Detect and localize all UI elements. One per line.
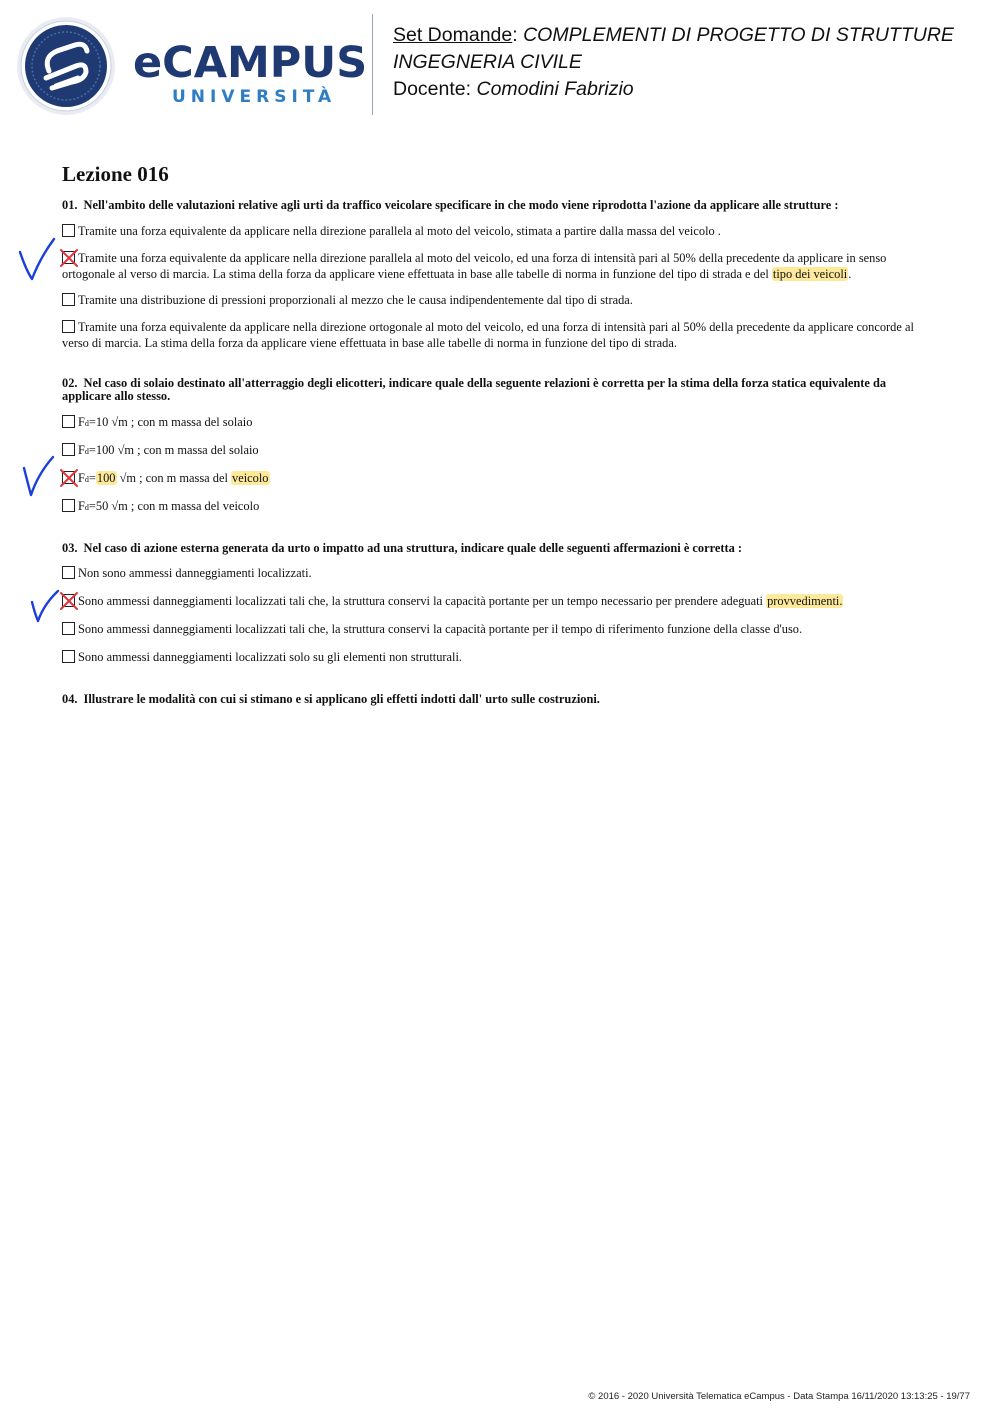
- handwritten-checkmark-icon: [18, 236, 58, 282]
- university-seal-logo: [16, 16, 116, 116]
- red-cross-mark-icon: [58, 590, 80, 612]
- highlighted-text: tipo dei veicoli: [772, 266, 848, 281]
- red-cross-mark-icon: [58, 247, 80, 269]
- course-line: Set Domande: COMPLEMENTI DI PROGETTO DI STRUTTURE: [393, 24, 954, 46]
- question-number: 01.: [62, 198, 78, 212]
- formula-symbol: F: [78, 499, 85, 513]
- degree-title: INGEGNERIA CIVILE: [393, 51, 582, 73]
- header-info: [393, 22, 993, 103]
- option-text: Tramite una forza equivalente da applicare nella direzione parallela al moto del veicolo, ed una forza di intensità pari al 50% della precedente da applicare in senso ortogonale al verso di marcia. La stima della forza da applicare viene effettuata in base alle tabelle di norma in funzione del tipo di strada e del: [62, 251, 887, 281]
- formula-subscript: d: [84, 475, 89, 484]
- highlighted-text: veicolo: [232, 471, 269, 485]
- question-number: 02.: [62, 376, 78, 390]
- option-1a[interactable]: [62, 224, 930, 240]
- option-checkbox[interactable]: [62, 293, 75, 306]
- option-checkbox[interactable]: [62, 499, 75, 512]
- handwritten-checkmark-icon: [30, 588, 60, 624]
- option-text: =: [88, 471, 96, 485]
- option-text: =10 √m ; con m massa del solaio: [88, 415, 253, 429]
- question-text: Illustrare le modalità con cui si stimano e si applicano gli effetti indotti dall' urto sulle costruzioni.: [83, 692, 600, 706]
- question-2-title: [62, 377, 922, 403]
- handwritten-checkmark-icon: [22, 454, 56, 498]
- formula-symbol: F: [78, 415, 85, 429]
- question-number: 04.: [62, 692, 78, 706]
- option-text: Non sono ammessi danneggiamenti localizzati.: [78, 566, 312, 580]
- option-text: Sono ammessi danneggiamenti localizzati solo su gli elementi non strutturali.: [78, 650, 463, 664]
- option-1c[interactable]: [62, 293, 930, 309]
- option-checkbox[interactable]: [62, 443, 75, 456]
- question-4-title: [62, 693, 922, 706]
- formula-subscript: d: [84, 503, 89, 512]
- option-3a[interactable]: [62, 566, 930, 582]
- option-1b[interactable]: [62, 251, 930, 282]
- ecampus-wordmark: eCAMPUS: [133, 38, 368, 88]
- option-checkbox[interactable]: [62, 224, 75, 237]
- question-text: Nell'ambito delle valutazioni relative agli urti da traffico veicolare specificare in che modo viene riprodotta l'azione da applicare alle strutture :: [83, 198, 839, 212]
- option-text: =50 √m ; con m massa del veicolo: [88, 499, 260, 513]
- question-text: Nel caso di azione esterna generata da urto o impatto ad una struttura, indicare quale delle seguenti affermazioni è corretta :: [83, 541, 743, 555]
- option-checkbox[interactable]: [62, 622, 75, 635]
- course-title: COMPLEMENTI DI PROGETTO DI STRUTTURE: [523, 24, 954, 46]
- option-3b[interactable]: [62, 594, 930, 610]
- highlighted-text: 100: [96, 471, 116, 485]
- formula-subscript: d: [84, 419, 89, 428]
- formula-subscript: d: [84, 447, 89, 456]
- option-text: √m ; con m massa del: [116, 471, 232, 485]
- option-checkbox-marked[interactable]: [62, 594, 75, 607]
- option-text: Sono ammessi danneggiamenti localizzati tali che, la struttura conservi la capacità portante per un tempo necessario per prendere adeguati: [78, 594, 767, 608]
- option-text-end: .: [848, 266, 852, 281]
- degree-line: [393, 49, 993, 76]
- question-3-title: [62, 542, 922, 555]
- option-checkbox[interactable]: [62, 320, 75, 333]
- formula-symbol: F: [78, 443, 85, 457]
- option-2b[interactable]: [62, 443, 930, 460]
- teacher-label: Docente: [393, 78, 466, 100]
- option-text: Tramite una forza equivalente da applicare nella direzione ortogonale al moto del veicolo, ed una forza di intensità pari al 50% della precedente da applicare concorde al verso di marcia. La stima della forza da applicare viene effettuata in base alle tabelle di norma in funzione del tipo di strada.: [62, 320, 914, 350]
- lesson-title: Lezione 016: [62, 162, 169, 186]
- set-label: Set Domande: [393, 24, 513, 46]
- option-checkbox-marked[interactable]: [62, 471, 75, 484]
- option-2d[interactable]: [62, 499, 930, 516]
- question-number: 03.: [62, 541, 78, 555]
- page-footer: © 2016 - 2020 Università Telematica eCampus - Data Stampa 16/11/2020 13:13:25 - 19/77: [588, 1391, 970, 1402]
- option-text: Tramite una distribuzione di pressioni proporzionali al mezzo che le causa indipendentemente dal tipo di strada.: [78, 293, 633, 307]
- teacher-line: Docente: Comodini Fabrizio: [393, 78, 634, 100]
- option-3c[interactable]: [62, 622, 930, 638]
- option-2c[interactable]: [62, 471, 930, 488]
- option-checkbox[interactable]: [62, 650, 75, 663]
- teacher-name: Comodini Fabrizio: [476, 78, 634, 100]
- question-1-title: [62, 199, 922, 212]
- option-text: Tramite una forza equivalente da applicare nella direzione parallela al moto del veicolo, stimata a partire dalla massa del veicolo .: [78, 224, 721, 238]
- option-text: =100 √m ; con m massa del solaio: [88, 443, 259, 457]
- option-checkbox[interactable]: [62, 566, 75, 579]
- option-3d[interactable]: [62, 650, 930, 666]
- red-cross-mark-icon: [58, 467, 80, 489]
- option-2a[interactable]: [62, 415, 930, 432]
- option-1d[interactable]: [62, 320, 930, 351]
- option-checkbox-marked[interactable]: [62, 251, 75, 264]
- formula-symbol: F: [78, 471, 85, 485]
- highlighted-text: provvedimenti.: [767, 594, 843, 608]
- header-divider: [372, 14, 373, 115]
- option-text: Sono ammessi danneggiamenti localizzati tali che, la struttura conservi la capacità portante per il tempo di riferimento funzione della classe d'uso.: [78, 622, 803, 636]
- question-text: Nel caso di solaio destinato all'atterraggio degli elicotteri, indicare quale della seguente relazioni è corretta per la stima della forza statica equivalente da applicare allo stesso.: [62, 376, 887, 403]
- universita-wordmark: UNIVERSITÀ: [172, 87, 337, 107]
- option-checkbox[interactable]: [62, 415, 75, 428]
